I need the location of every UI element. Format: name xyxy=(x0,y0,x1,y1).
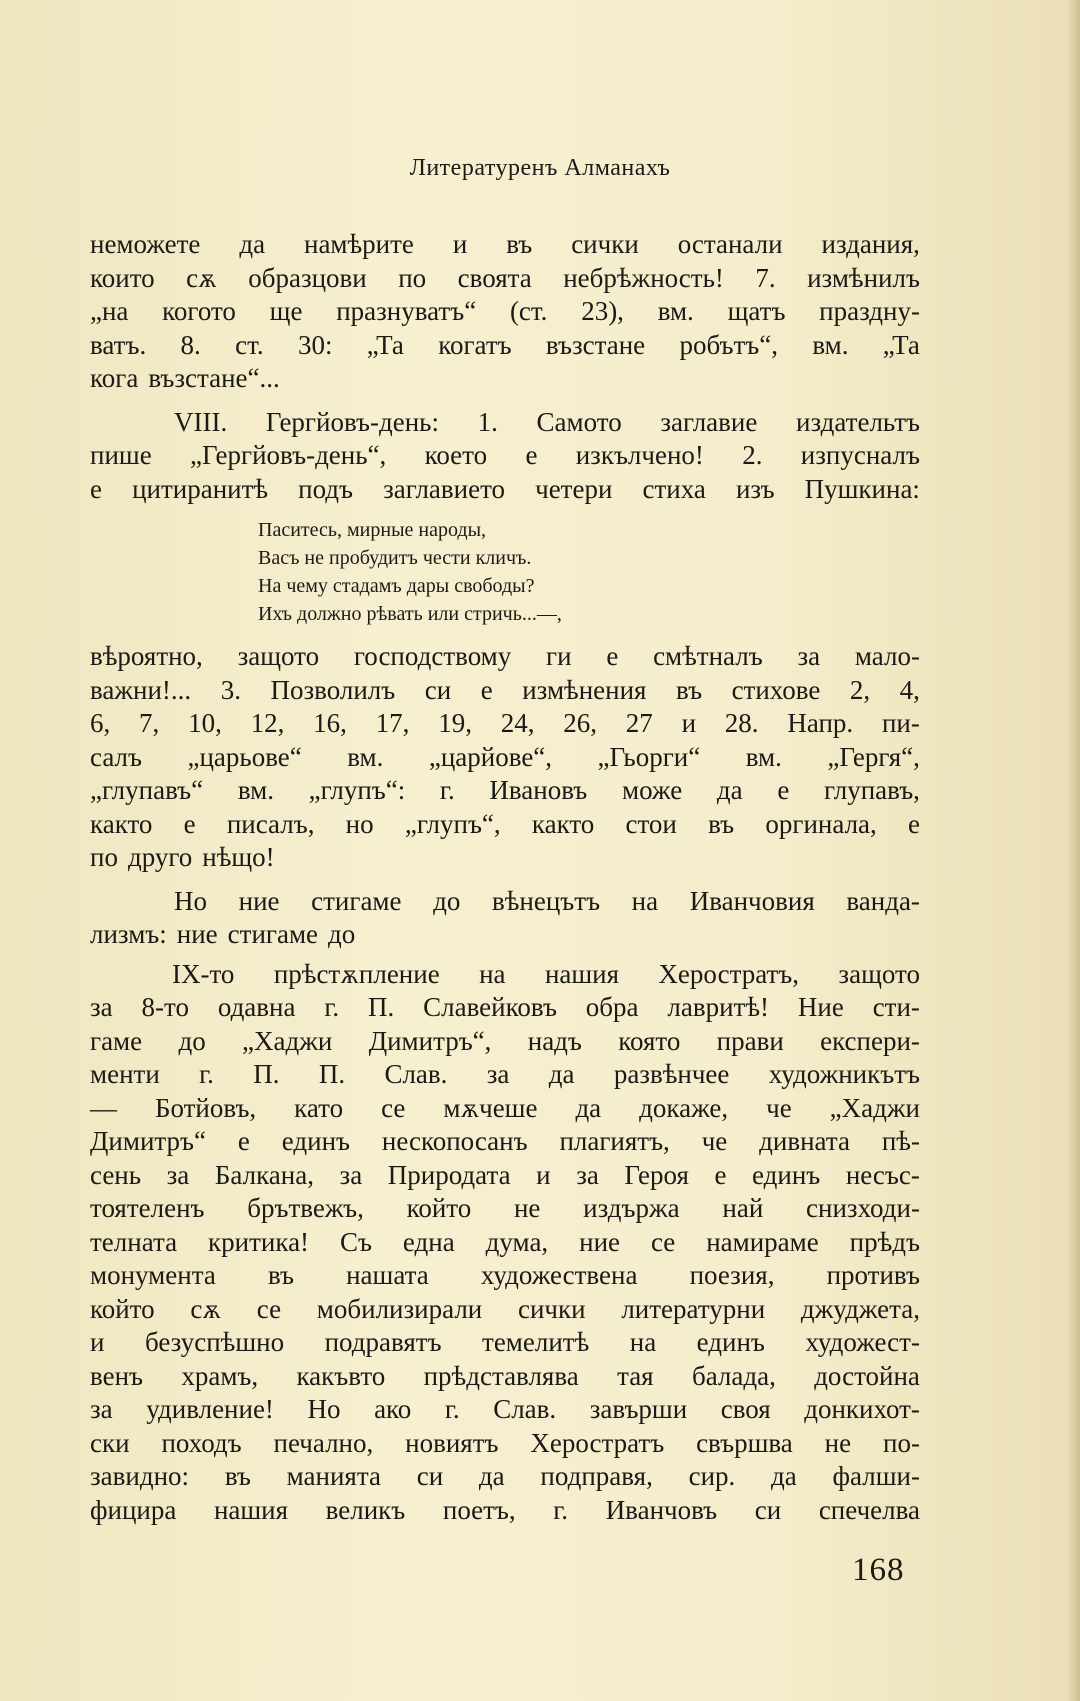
text-line: IX-то прѣстѫпление на нашия Херостратъ, защото xyxy=(172,958,920,989)
text-line: монумента въ нашата художествена поезия, противъ xyxy=(90,1260,920,1290)
text-line: „глупавъ“ вм. „глупъ“: г. Ивановъ може да е глупавъ, xyxy=(90,775,920,805)
text-line: 6, 7, 10, 12, 16, 17, 19, 24, 26, 27 и 28. Напр. пи- xyxy=(90,708,920,738)
text-line: венъ храмъ, какъвто прѣдставлява тая балада, достойна xyxy=(90,1360,920,1391)
paragraph-1 xyxy=(90,228,920,396)
text-line: който сѫ се мобилизирали сички литературни джуджета, xyxy=(90,1293,920,1324)
text-line: е цитиранитѣ подъ заглавието четери стиха изъ Пушкина: xyxy=(90,473,920,504)
text-line: телната критика! Съ една дума, ние се намираме прѣдъ xyxy=(90,1226,920,1257)
text-line: за 8-то одавна г. П. Славейковъ обра лавритѣ! Ние сти- xyxy=(90,992,920,1022)
text-line: Но ние стигаме до вѣнецътъ на Иванчовия ванда- xyxy=(174,885,920,916)
text-line: за удивление! Но ако г. Слав. завърши своя донкихот- xyxy=(90,1394,920,1424)
text-line: по друго нѣщо! xyxy=(90,842,275,872)
poem-quote xyxy=(90,516,920,628)
text-line: Димитръ“ е единъ нескопосанъ плагиятъ, че дивната пѣ- xyxy=(90,1126,920,1156)
paragraph-4 xyxy=(90,885,920,952)
text-line: ватъ. 8. ст. 30: „Та когатъ възстане робътъ“, вм. „Та xyxy=(90,329,920,360)
text-line: кога възстане“... xyxy=(90,363,280,393)
running-header: Литературенъ Алманахъ xyxy=(409,155,671,181)
text-line: гаме до „Хаджи Димитръ“, надъ която прави експери- xyxy=(90,1025,920,1056)
text-line: пише „Гергйовъ-день“, което е изкълчено! 2. изпусналъ xyxy=(90,440,920,470)
page-edge-shadow xyxy=(1066,0,1080,1701)
text-line: салъ „царьове“ вм. „царйове“, „Гьорги“ вм. „Гергя“, xyxy=(90,741,920,772)
poem-line: Паситесь, мирные народы, xyxy=(258,519,487,541)
poem-line: Ихъ должно рѣвать или стричь...—, xyxy=(258,603,562,625)
text-line: менти г. П. П. Слав. за да развѣнчее художникътъ xyxy=(90,1059,920,1089)
paragraph-2 xyxy=(90,406,920,507)
text-line: важни!... 3. Позволилъ си е измѣнения въ стихове 2, 4, xyxy=(90,674,920,705)
text-line: лизмъ: ние стигаме до xyxy=(90,919,356,949)
text-line: вѣроятно, защото господствому ги е смѣтналъ за мало- xyxy=(90,641,920,671)
text-line: сень за Балкана, за Природата и за Героя е единъ несъс- xyxy=(90,1159,920,1190)
text-line: тоятеленъ брътвежъ, който не издържа най снизходи- xyxy=(90,1193,920,1223)
text-line: както е писалъ, но „глупъ“, както стои въ оргинала, е xyxy=(90,808,920,839)
text-line: „на когото ще празнуватъ“ (ст. 23), вм. щатъ праздну- xyxy=(90,296,920,326)
text-line: ски походъ печално, новиятъ Херостратъ свършва не по- xyxy=(90,1427,920,1458)
poem-line: Васъ не пробудитъ чести кличъ. xyxy=(258,547,532,569)
paragraph-5 xyxy=(90,958,920,1528)
text-line: фицира нашия великъ поетъ, г. Иванчовъ си спечелва xyxy=(90,1494,920,1525)
page-number: 168 xyxy=(852,1552,905,1588)
text-line: и безуспѣшно подравятъ темелитѣ на единъ художест- xyxy=(90,1327,920,1357)
paragraph-3 xyxy=(90,640,920,875)
text-line: завидно: въ манията си да подправя, сир. да фалши- xyxy=(90,1461,920,1491)
text-line: — Ботйовъ, като се мѫчеше да докаже, че „Хаджи xyxy=(90,1092,920,1123)
text-line: които сѫ образцови по своята небрѣжность! 7. измѣнилъ xyxy=(90,262,920,293)
page-body xyxy=(90,228,920,1527)
text-line: VIII. Гергйовъ-день: 1. Самото заглавие издательтъ xyxy=(174,406,920,437)
text-line: неможете да намѣрите и въ сички останали издания, xyxy=(90,229,920,259)
poem-line: На чему стадамъ дары свободы? xyxy=(258,575,535,597)
